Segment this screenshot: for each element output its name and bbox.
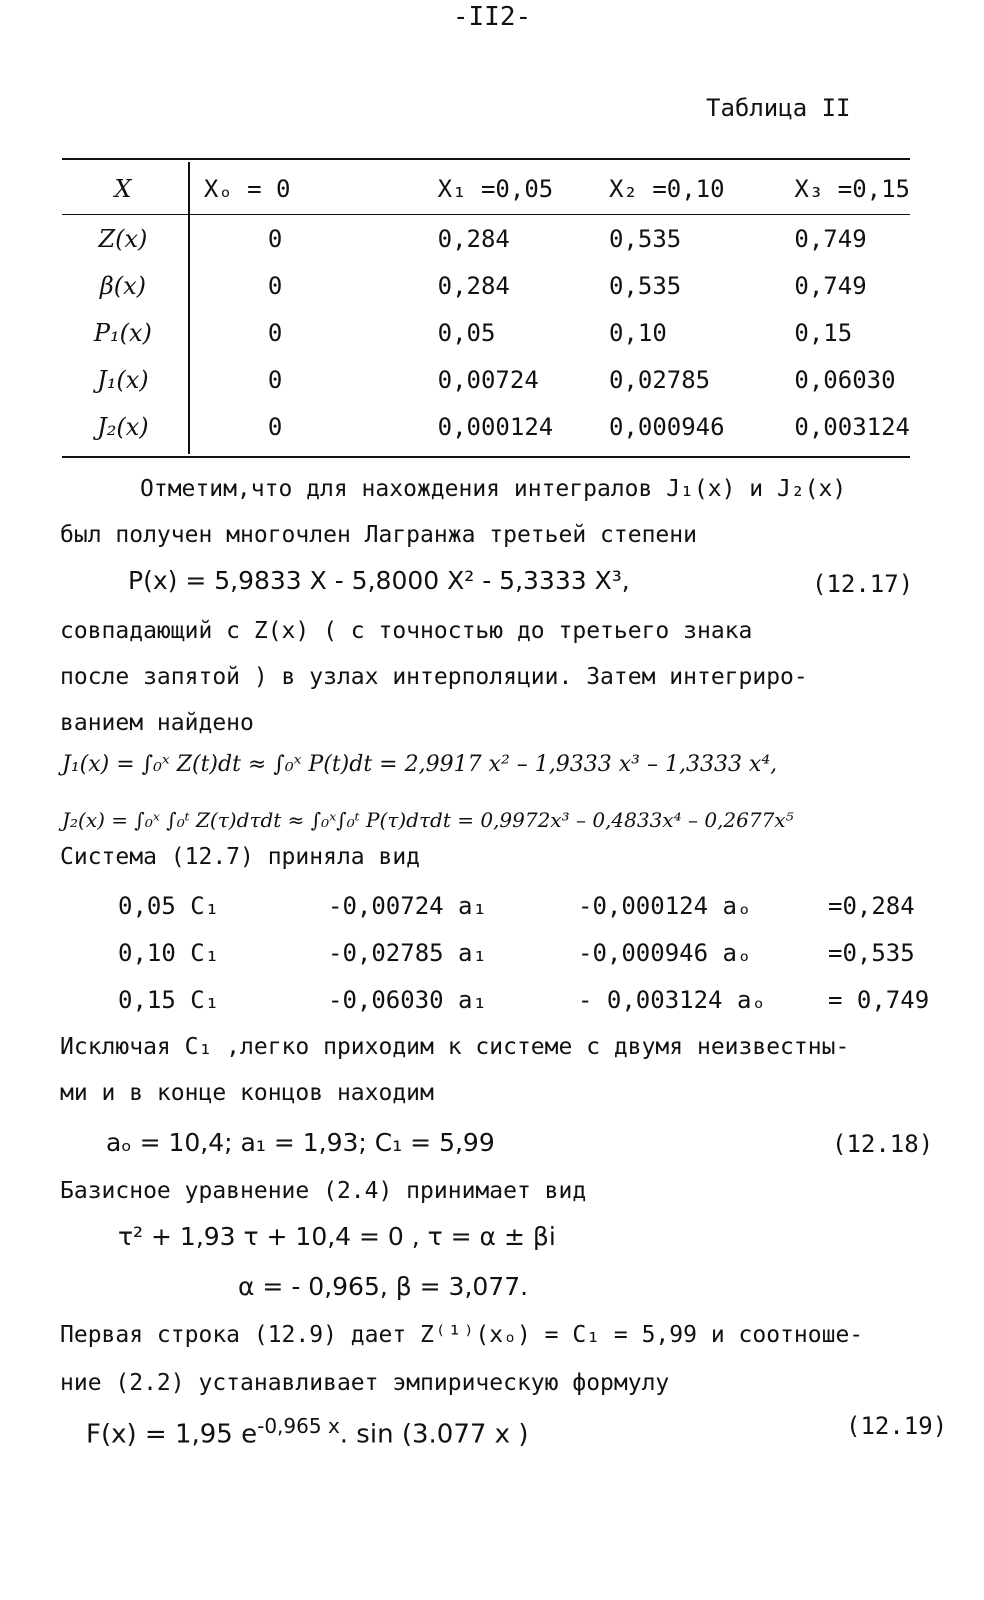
table-row [62, 215, 910, 263]
row-label: J₁(x) [97, 365, 149, 394]
paragraph-line: Первая строка (12.9) дает Z⁽¹⁾(xₒ) = C₁ = 5,99 и соотноше- [60, 1322, 864, 1348]
equation-12-19 [86, 1414, 528, 1450]
table-cell: 0,749 [794, 271, 867, 300]
integral-j2: J₂(x) = ∫₀ˣ ∫₀ᵗ Z(τ)dτdt ≈ ∫₀ˣ∫₀ᵗ P(τ)dτdt = 0,9972x³ – 0,4833x⁴ – 0,2677x⁵ [62, 808, 794, 832]
formula-tail: . sin (3.077 x ) [339, 1419, 529, 1450]
table-row [62, 262, 910, 309]
page-number: -II2- [452, 2, 532, 32]
system-term: -0,06030 a₁ [328, 985, 487, 1014]
header-cell: X [62, 164, 184, 215]
table-cell: 0,15 [794, 318, 853, 347]
header-cell: X₂ =0,10 [609, 164, 794, 215]
table-bottom-rule [62, 456, 910, 458]
row-label: P₁(x) [93, 318, 152, 347]
roots: α = - 0,965, β = 3,077. [238, 1272, 529, 1301]
table-cell: 0,02785 [608, 365, 711, 394]
paragraph-line: ми и в конце концов находим [60, 1080, 434, 1106]
system-term: 0,10 C₁ [118, 938, 220, 967]
table-cell: 0,00724 [437, 365, 539, 394]
characteristic-equation: τ² + 1,93 τ + 10,4 = 0 , τ = α ± βi [118, 1222, 556, 1251]
system-term: - 0,003124 aₒ [578, 985, 766, 1014]
values-table [62, 164, 910, 450]
system-term: -0,000946 aₒ [578, 938, 752, 967]
table-cell: 0 [267, 365, 283, 394]
table-cell: 0,535 [608, 271, 682, 300]
header-cell: X₃ =0,15 [794, 164, 910, 215]
formula-main: F(x) = 1,95 e [86, 1419, 258, 1450]
table-cell: 0,535 [608, 224, 682, 253]
table-title: Таблица II [706, 94, 851, 122]
table-cell: 0 [267, 224, 283, 253]
equation-system [118, 882, 929, 1023]
system-term: -0,00724 a₁ [328, 891, 487, 920]
table-cell: 0,10 [608, 318, 667, 347]
table-header-row [62, 164, 910, 215]
paragraph-line: Исключая C₁ ,легко приходим к системе с двумя неизвестны- [60, 1034, 850, 1060]
system-term: =0,535 [828, 938, 915, 967]
table-cell: 0,06030 [794, 365, 896, 394]
header-cell: Xₒ = 0 [184, 164, 438, 215]
paragraph-line: был получен многочлен Лагранжа третьей степени [60, 522, 697, 548]
equation-12-18: aₒ = 10,4; a₁ = 1,93; C₁ = 5,99 [106, 1128, 495, 1157]
table-row [62, 309, 910, 356]
system-term: =0,284 [828, 891, 915, 920]
table-cell: 0,000124 [437, 412, 554, 441]
system-term: 0,05 C₁ [118, 891, 220, 920]
row-label: J₂(x) [97, 412, 149, 441]
system-term: = 0,749 [828, 985, 930, 1014]
table-cell: 0,000946 [608, 412, 725, 441]
table-row [62, 356, 910, 403]
table-cell: 0,003124 [794, 412, 910, 441]
table-cell: 0 [267, 318, 283, 347]
table-cell: 0 [267, 271, 283, 300]
paragraph-line: Система (12.7) приняла вид [60, 844, 421, 870]
paragraph-line: совпадающий с Z(x) ( с точностью до третьего знака [60, 618, 753, 644]
formula-exponent: -0,965 x [257, 1414, 340, 1438]
paragraph-line: ние (2.2) устанавливает эмпирическую формулу [60, 1370, 670, 1396]
table-cell: 0,284 [437, 224, 510, 253]
table-cell: 0,284 [437, 271, 510, 300]
system-row [118, 929, 929, 976]
paragraph-line: ванием найдено [60, 710, 254, 736]
table-cell: 0,749 [794, 224, 867, 253]
equation-number: (12.17) [812, 570, 914, 598]
header-cell: X₁ =0,05 [438, 164, 609, 215]
table-cell: 0,05 [437, 318, 496, 347]
equation-number: (12.18) [832, 1130, 934, 1158]
table-cell: 0 [267, 412, 283, 441]
system-term: -0,02785 a₁ [328, 938, 487, 967]
row-label: β(x) [99, 271, 146, 300]
equation-12-17: P(x) = 5,9833 X - 5,8000 X² - 5,3333 X³, [128, 566, 630, 595]
system-row [118, 882, 929, 929]
paragraph-line: после запятой ) в узлах интерполяции. Затем интегриро- [60, 664, 808, 690]
equation-number: (12.19) [846, 1412, 948, 1440]
paragraph-line: Базисное уравнение (2.4) принимает вид [60, 1178, 587, 1204]
table-row [62, 403, 910, 450]
table-top-rule [62, 158, 910, 160]
system-term: 0,15 C₁ [118, 985, 220, 1014]
row-label: Z(x) [98, 224, 148, 253]
integral-j1: J₁(x) = ∫₀ˣ Z(t)dt ≈ ∫₀ˣ P(t)dt = 2,9917 x² – 1,9333 x³ – 1,3333 x⁴, [62, 752, 778, 777]
paragraph-line: Отметим,что для нахождения интегралов J₁(x) и J₂(x) [140, 476, 847, 502]
system-row [118, 976, 929, 1023]
system-term: -0,000124 aₒ [578, 891, 752, 920]
